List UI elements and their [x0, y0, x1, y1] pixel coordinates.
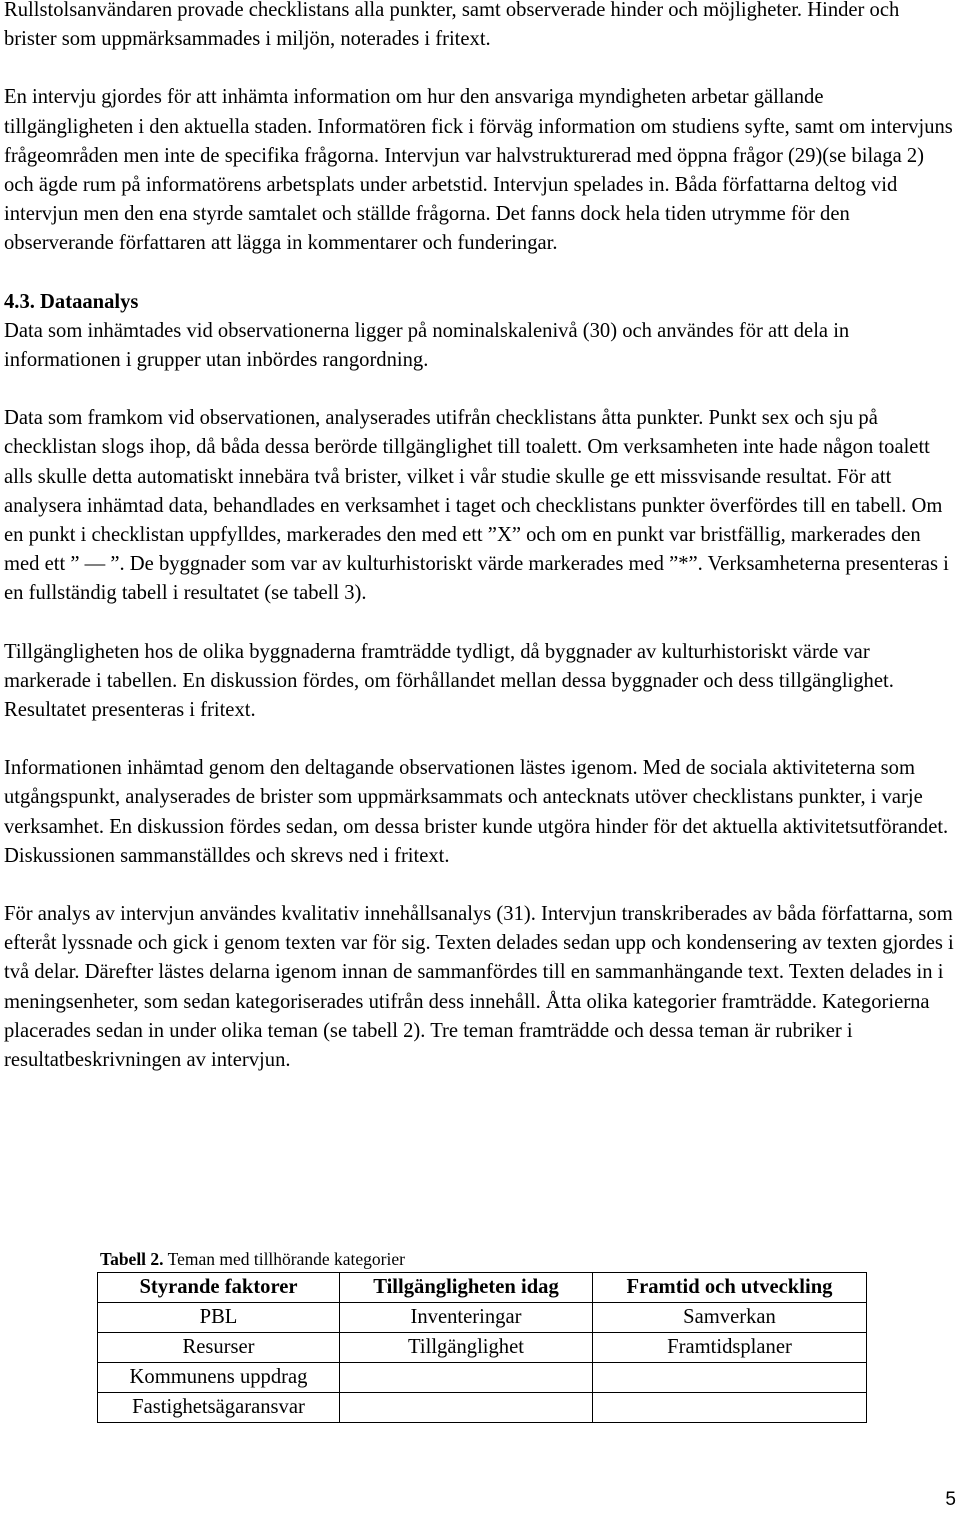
table-cell	[340, 1363, 593, 1393]
table-row	[98, 1363, 867, 1393]
table-header-cell: Framtid och utveckling	[593, 1273, 867, 1303]
table-cell: Resurser	[98, 1333, 340, 1363]
document-page	[4, 0, 956, 1075]
paragraph-observation: Rullstolsanvändaren provade checklistans alla punkter, samt observerade hinder och möjligheter. Hinder och brister som uppmärksammades i miljön, noterades i fritext.	[4, 0, 900, 51]
table-row	[98, 1393, 867, 1423]
paragraph-checklist-analysis: Data som framkom vid observationen, analyserades utifrån checklistans åtta punkter. Punkt sex och sju på checklistan slogs ihop, då båda dessa berörde tillgänglighet till toalett. Om verksamheten inte hade någon toalett alls skulle detta automatiskt innebära två brister, vilket i vår studie skulle ge ett missvisande resultat. För att analysera inhämtad data, behandlades en verksamhet i taget och checklistans punkter överfördes till en tabell. Om en punkt i checklistan uppfylldes, markerades den med ett ”X” och om en punkt var bristfällig, markerades den med ett ” — ”. De byggnader som var av kulturhistoriskt värde markerades med ”*”. Verksamheterna presenteras i en fullständig tabell i resultatet (se tabell 3).	[4, 407, 949, 605]
section-heading-text: 4.3. Dataanalys	[4, 290, 139, 313]
paragraph-accessibility: Tillgängligheten hos de olika byggnaderna framträdde tydligt, då byggnader av kulturhistoriskt värde var markerade i tabellen. En diskussion fördes, om förhållandet mellan dessa byggnader och dess tillgänglighet. Resultatet presenteras i fritext.	[4, 640, 894, 722]
table-row	[98, 1303, 867, 1333]
table-header-cell: Tillgängligheten idag	[340, 1273, 593, 1303]
paragraph-interview-analysis: För analys av intervjun användes kvalitativ innehållsanalys (31). Intervjun transkriberades av båda författarna, som efteråt lyssnade och gick i genom texten var för sig. Texten delades sedan upp och kondensering av texten gjordes i två delar. Därefter lästes delarna igenom innan de sammanfördes till en sammanhängande text. Texten delades in i meningsenheter, som sedan kategoriserades utifrån dess innehåll. Åtta olika kategorier framträdde. Kategorierna placerades sedan in under olika teman (se tabell 2). Tre teman framträdde och dessa teman är rubriker i resultatbeskrivningen av intervjun.	[4, 903, 954, 1072]
table-cell: Tillgänglighet	[340, 1333, 593, 1363]
page-number: 5	[945, 1489, 956, 1510]
table-header-cell: Styrande faktorer	[98, 1273, 340, 1303]
table-caption-label: Tabell 2.	[100, 1249, 164, 1269]
paragraph-interview: En intervju gjordes för att inhämta information om hur den ansvariga myndigheten arbetar gällande tillgängligheten i den aktuella staden. Informatören fick i förväg information om studiens syfte, samt om intervjuns frågeområden men inte de specifika frågorna. Intervjun var halvstrukturerad med öppna frågor (29)(se bilaga 2) och ägde rum på informatörens arbetsplats under arbetstid. Intervjun spelades in. Båda författarna deltog vid intervjun men den ena styrde samtalet och ställde frågorna. Det fanns dock hela tiden utrymme för den observerande författaren att lägga in kommentarer och funderingar.	[4, 86, 953, 255]
table-cell: Fastighetsägaransvar	[98, 1393, 340, 1423]
table-caption-text: Teman med tillhörande kategorier	[163, 1249, 405, 1269]
table-row	[98, 1333, 867, 1363]
paragraph-data-intro: Data som inhämtades vid observationerna ligger på nominalskalenivå (30) och användes för att dela in informationen i grupper utan inbördes rangordning.	[4, 319, 850, 372]
section-heading	[4, 288, 956, 317]
table-cell: Kommunens uppdrag	[98, 1363, 340, 1393]
table-header-row	[98, 1273, 867, 1303]
table-cell: Framtidsplaner	[593, 1333, 867, 1363]
table-cell	[593, 1363, 867, 1393]
table-cell: Samverkan	[593, 1303, 867, 1333]
table-cell	[593, 1393, 867, 1423]
table-cell	[340, 1393, 593, 1423]
table-caption	[100, 1247, 405, 1271]
table-cell: Inventeringar	[340, 1303, 593, 1333]
table-cell: PBL	[98, 1303, 340, 1333]
themes-table	[97, 1272, 867, 1423]
paragraph-observation-analysis: Informationen inhämtad genom den deltagande observationen lästes igenom. Med de sociala aktiviteterna som utgångspunkt, analyserades de brister som uppmärksammats och antecknats utöver checklistans punkter, i varje verksamhet. En diskussion fördes sedan, om dessa brister kunde utgöra hinder för det aktuella aktivitetsutförandet. Diskussionen sammanställdes och skrevs ned i fritext.	[4, 757, 949, 867]
